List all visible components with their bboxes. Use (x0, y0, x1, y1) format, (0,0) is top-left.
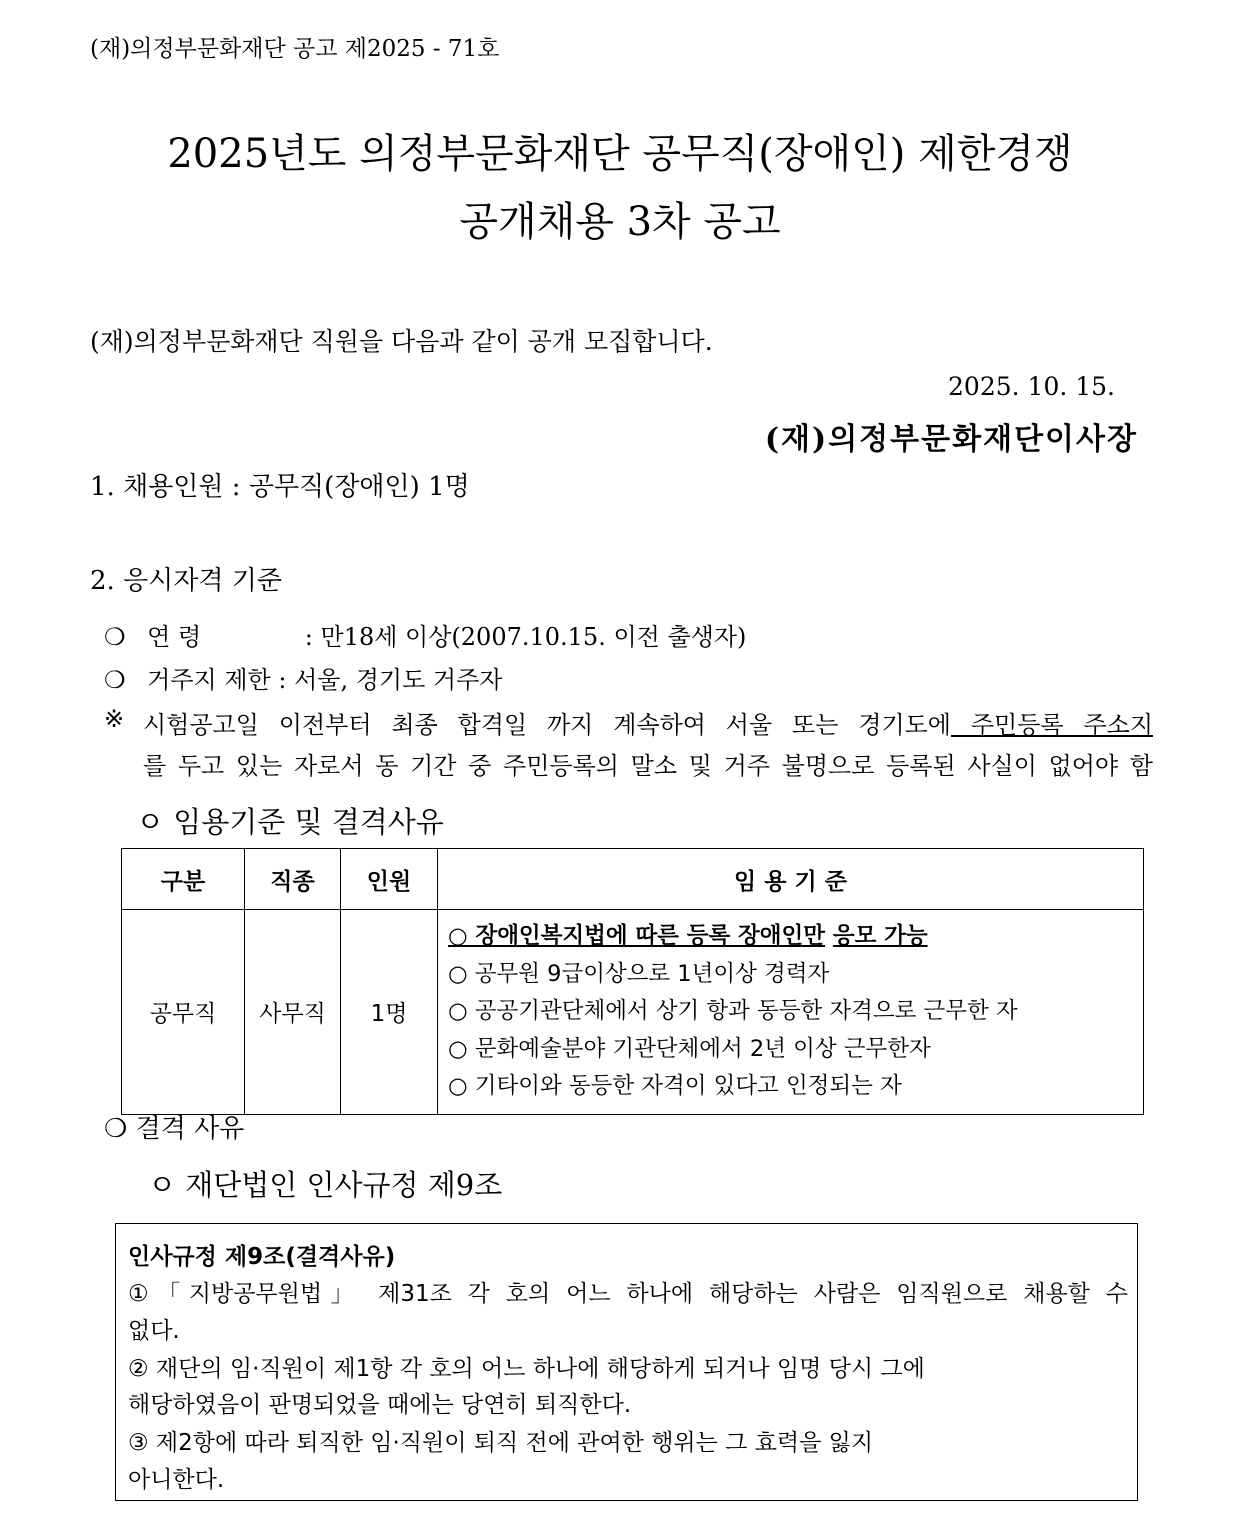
regulation-paragraph-1-line-1: ①「지방공무원법」 제31조 각 호의 어느 하나에 해당하는 사람은 임직원으로 채용할 수 (128, 1281, 1128, 1307)
criteria-item: ○ 문화예술분야 기관단체에서 2년 이상 근무한자 (448, 1035, 931, 1062)
regulation-title: 인사규정 제9조(결격사유) (128, 1244, 396, 1270)
section-2-heading: 2. 응시자격 기준 (90, 566, 283, 596)
page-title-line-1: 2025년도 의정부문화재단 공무직(장애인) 제한경쟁 (167, 131, 1073, 177)
note-mark: ※ (104, 705, 125, 733)
residence-label: 거주지 제한 (147, 666, 271, 694)
intro-text: (재)의정부문화재단 직원을 다음과 같이 공개 모집합니다. (90, 327, 713, 356)
residence-requirement (104, 660, 502, 695)
disqualification-sub-heading: ㅇ 재단법인 인사규정 제9조 (148, 1168, 503, 1202)
table-header-row (122, 849, 1144, 910)
cell-job-type: 사무직 (245, 910, 341, 1115)
residence-note-line-2: 를 두고 있는 자로서 동 기간 중 주민등록의 말소 및 거주 불명으로 등록된 사실이 없어야 함 (143, 752, 1153, 780)
table-row (122, 910, 1144, 1115)
regulation-paragraph-3-line-2: 아니한다. (128, 1467, 225, 1493)
bullet-icon: ❍ (104, 666, 126, 694)
notice-number: (재)의정부문화재단 공고 제2025 - 71호 (90, 36, 500, 62)
note-text: 시험공고일 이전부터 최종 합격일 까지 계속하여 서울 또는 경기도에 (143, 711, 951, 739)
cell-criteria (438, 910, 1144, 1115)
note-underlined-text: 주민등록 주소지 (951, 711, 1153, 739)
bullet-icon: ❍ (104, 623, 126, 651)
header-count: 인원 (341, 849, 438, 910)
disqualification-heading: ❍ 결격 사유 (104, 1114, 245, 1144)
residence-note-line-1 (143, 705, 1153, 740)
age-value: : 만18세 이상(2007.10.15. 이전 출생자) (304, 623, 747, 651)
header-job-type: 직종 (245, 849, 341, 910)
signer: (재)의정부문화재단이사장 (764, 422, 1138, 457)
page-title-line-2: 공개채용 3차 공고 (459, 199, 781, 245)
age-label: 연 령 (147, 623, 202, 651)
criteria-item: ○ 기타이와 동등한 자격이 있다고 인정되는 자 (448, 1073, 902, 1099)
section-1-headcount: 1. 채용인원 : 공무직(장애인) 1명 (90, 472, 470, 502)
criteria-table (121, 848, 1144, 1115)
header-category: 구분 (122, 849, 245, 910)
criteria-sub-heading: ㅇ 임용기준 및 결격사유 (136, 805, 444, 839)
criteria-item: ○ 공공기관단체에서 상기 항과 동등한 자격으로 근무한 자 (448, 998, 1018, 1024)
age-requirement (104, 617, 746, 652)
header-criteria: 임 용 기 준 (438, 849, 1144, 910)
regulation-paragraph-2-line-1: ② 재단의 임·직원이 제1항 각 호의 어느 하나에 해당하게 되거나 임명 당시 그에 (128, 1356, 925, 1382)
regulation-paragraph-1-line-2: 없다. (128, 1318, 180, 1344)
regulation-box (115, 1223, 1138, 1501)
notice-date: 2025. 10. 15. (948, 372, 1115, 401)
cell-category: 공무직 (122, 910, 245, 1115)
criteria-item-disabled-only: ○ 장애인복지법에 따른 등록 장애인만 응모 가능 (448, 923, 928, 949)
criteria-item: ○ 공무원 9급이상으로 1년이상 경력자 (448, 960, 830, 987)
cell-count: 1명 (341, 910, 438, 1115)
regulation-paragraph-2-line-2: 해당하였음이 판명되었을 때에는 당연히 퇴직한다. (128, 1392, 632, 1418)
regulation-paragraph-3-line-1: ③ 제2항에 따라 퇴직한 임·직원이 퇴직 전에 관여한 행위는 그 효력을 잃지 (128, 1430, 874, 1456)
residence-value: : 서울, 경기도 거주자 (278, 666, 503, 694)
